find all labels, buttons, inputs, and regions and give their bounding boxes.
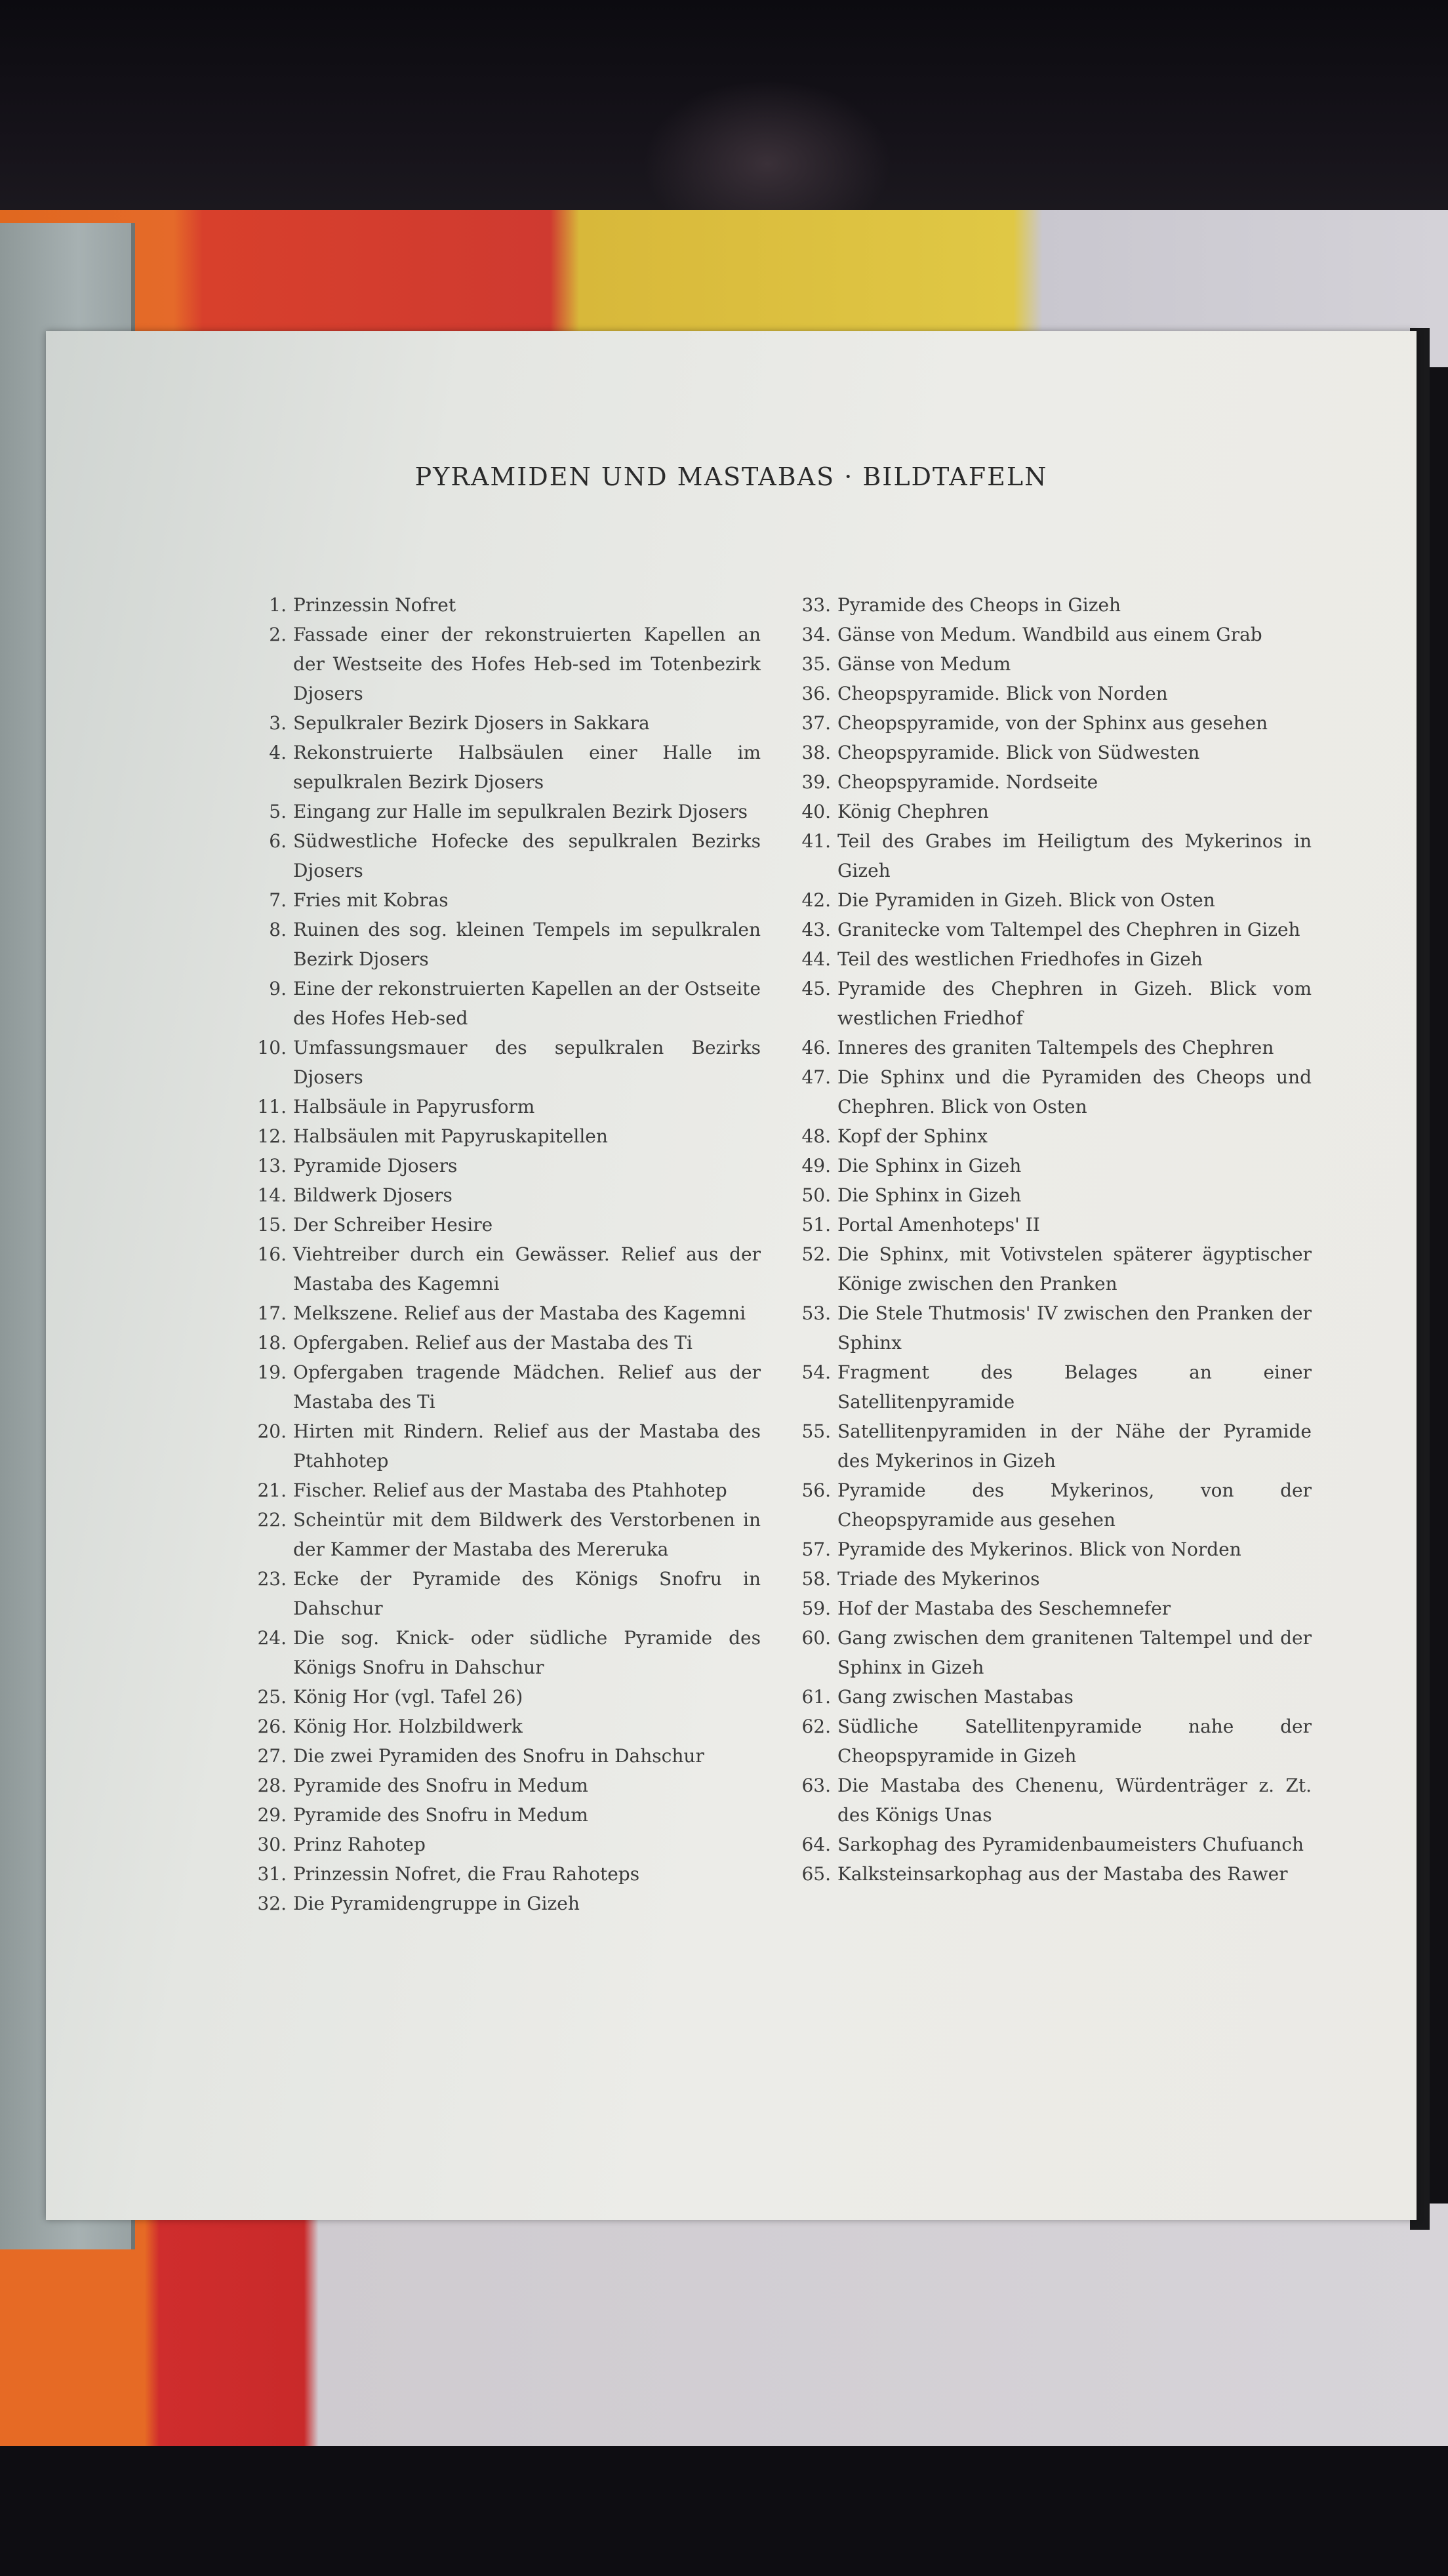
- plate-number: 53.: [801, 1302, 831, 1324]
- plate-number: 50.: [801, 1184, 831, 1206]
- plates-list-left: [223, 590, 761, 1918]
- plate-entry: [767, 915, 1312, 944]
- plate-entry: [767, 797, 1312, 826]
- plate-caption: Die Mastaba des Chenenu, Würdenträger z. Zt. des Königs Unas: [837, 1775, 1312, 1826]
- plate-caption: König Hor. Holzbildwerk: [293, 1716, 523, 1737]
- plate-entry: [767, 1830, 1312, 1859]
- plate-number: 26.: [257, 1716, 287, 1737]
- plate-entry: [223, 1239, 761, 1298]
- plate-number: 18.: [257, 1332, 287, 1354]
- plate-caption: Gang zwischen Mastabas: [837, 1686, 1074, 1708]
- dark-floor: [0, 2446, 1448, 2576]
- plate-number: 5.: [269, 801, 287, 822]
- plate-entry: [223, 915, 761, 974]
- plate-entry: [223, 797, 761, 826]
- plate-caption: Die zwei Pyramiden des Snofru in Dahschur: [293, 1745, 704, 1767]
- plate-number: 29.: [257, 1804, 287, 1826]
- plate-caption: Pyramide Djosers: [293, 1155, 458, 1177]
- plate-entry: [223, 1033, 761, 1092]
- plate-number: 12.: [257, 1125, 287, 1147]
- plate-caption: Sarkophag des Pyramidenbaumeisters Chufuanch: [837, 1834, 1304, 1855]
- plate-number: 21.: [257, 1479, 287, 1501]
- plate-caption: Opfergaben tragende Mädchen. Relief aus der Mastaba des Ti: [293, 1361, 761, 1413]
- plate-number: 15.: [257, 1214, 287, 1236]
- plate-caption: Cheopspyramide. Blick von Norden: [837, 683, 1168, 704]
- plate-caption: Die Sphinx und die Pyramiden des Cheops und Chephren. Blick von Osten: [837, 1066, 1312, 1117]
- plate-caption: Scheintür mit dem Bildwerk des Verstorbenen in der Kammer der Mastaba des Mereruka: [293, 1509, 761, 1560]
- plate-entry: [767, 885, 1312, 915]
- plate-caption: Melkszene. Relief aus der Mastaba des Kagemni: [293, 1302, 746, 1324]
- plate-number: 64.: [801, 1834, 831, 1855]
- plate-entry: [223, 1121, 761, 1151]
- plate-caption: Prinz Rahotep: [293, 1834, 426, 1855]
- plate-number: 1.: [269, 594, 287, 616]
- plate-entry: [223, 1564, 761, 1623]
- plate-entry: [223, 1771, 761, 1800]
- plate-caption: Cheopspyramide, von der Sphinx aus gesehen: [837, 712, 1268, 734]
- plate-number: 62.: [801, 1716, 831, 1737]
- plate-number: 37.: [801, 712, 831, 734]
- plate-entry: [223, 590, 761, 620]
- striped-cloth-bottom: [0, 2204, 1448, 2453]
- plate-entry: [767, 708, 1312, 738]
- plate-entry: [767, 1771, 1312, 1830]
- plate-caption: Halbsäulen mit Papyruskapitellen: [293, 1125, 608, 1147]
- plate-entry: [767, 1417, 1312, 1476]
- plate-number: 33.: [801, 594, 831, 616]
- plate-caption: Die Stele Thutmosis' IV zwischen den Pranken der Sphinx: [837, 1302, 1312, 1354]
- plate-entry: [223, 708, 761, 738]
- plate-entry: [767, 1476, 1312, 1535]
- plate-entry: [767, 1033, 1312, 1062]
- plate-caption: Viehtreiber durch ein Gewässer. Relief aus der Mastaba des Kagemni: [293, 1243, 761, 1295]
- plate-caption: Die Pyramiden in Gizeh. Blick von Osten: [837, 889, 1215, 911]
- plate-entry: [767, 620, 1312, 649]
- plate-caption: Halbsäule in Papyrusform: [293, 1096, 535, 1117]
- plate-number: 38.: [801, 742, 831, 763]
- plate-entry: [767, 1594, 1312, 1623]
- plate-caption: Gänse von Medum. Wandbild aus einem Grab: [837, 624, 1262, 645]
- plate-entry: [223, 1505, 761, 1564]
- plate-number: 45.: [801, 978, 831, 999]
- plate-number: 2.: [269, 624, 287, 645]
- plate-number: 55.: [801, 1420, 831, 1442]
- plate-entry: [767, 1682, 1312, 1712]
- plate-caption: Ecke der Pyramide des Königs Snofru in Dahschur: [293, 1568, 761, 1619]
- plate-caption: Die sog. Knick- oder südliche Pyramide des Königs Snofru in Dahschur: [293, 1627, 761, 1678]
- plate-entry: [223, 1741, 761, 1771]
- plate-number: 57.: [801, 1539, 831, 1560]
- plate-caption: Pyramide des Snofru in Medum: [293, 1775, 588, 1796]
- plate-entry: [223, 1210, 761, 1239]
- plate-number: 60.: [801, 1627, 831, 1649]
- plate-number: 9.: [269, 978, 287, 999]
- plate-caption: Rekonstruierte Halbsäulen einer Halle im sepulkralen Bezirk Djosers: [293, 742, 761, 793]
- plate-caption: Satellitenpyramiden in der Nähe der Pyramide des Mykerinos in Gizeh: [837, 1420, 1312, 1472]
- plate-caption: Pyramide des Mykerinos. Blick von Norden: [837, 1539, 1241, 1560]
- plate-entry: [767, 1535, 1312, 1564]
- plate-entry: [767, 1062, 1312, 1121]
- plate-caption: Südliche Satellitenpyramide nahe der Cheopspyramide in Gizeh: [837, 1716, 1312, 1767]
- plate-caption: Cheopspyramide. Nordseite: [837, 771, 1098, 793]
- plate-caption: König Chephren: [837, 801, 989, 822]
- plate-caption: Bildwerk Djosers: [293, 1184, 452, 1206]
- plate-entry: [223, 1328, 761, 1358]
- plate-caption: Pyramide des Chephren in Gizeh. Blick vom westlichen Friedhof: [837, 978, 1312, 1029]
- plate-entry: [767, 1358, 1312, 1417]
- plate-caption: Der Schreiber Hesire: [293, 1214, 493, 1236]
- plate-caption: Opfergaben. Relief aus der Mastaba des Ti: [293, 1332, 693, 1354]
- plate-number: 16.: [257, 1243, 287, 1265]
- plate-entry: [767, 1623, 1312, 1682]
- plate-number: 22.: [257, 1509, 287, 1531]
- plate-number: 58.: [801, 1568, 831, 1590]
- plate-entry: [767, 590, 1312, 620]
- plate-number: 30.: [257, 1834, 287, 1855]
- plate-entry: [767, 1859, 1312, 1889]
- plate-number: 44.: [801, 948, 831, 970]
- plate-number: 28.: [257, 1775, 287, 1796]
- plate-entry: [223, 974, 761, 1033]
- plate-number: 39.: [801, 771, 831, 793]
- plate-caption: Die Sphinx in Gizeh: [837, 1184, 1022, 1206]
- plate-number: 51.: [801, 1214, 831, 1236]
- plate-entry: [223, 1417, 761, 1476]
- plate-caption: König Hor (vgl. Tafel 26): [293, 1686, 523, 1708]
- plate-entry: [223, 826, 761, 885]
- plate-number: 42.: [801, 889, 831, 911]
- plate-number: 14.: [257, 1184, 287, 1206]
- plate-caption: Prinzessin Nofret, die Frau Rahoteps: [293, 1863, 640, 1885]
- plate-number: 8.: [269, 919, 287, 940]
- plate-number: 23.: [257, 1568, 287, 1590]
- plate-entry: [223, 738, 761, 797]
- plate-number: 46.: [801, 1037, 831, 1058]
- plate-caption: Die Pyramidengruppe in Gizeh: [293, 1893, 580, 1914]
- plate-number: 54.: [801, 1361, 831, 1383]
- plate-entry: [223, 1623, 761, 1682]
- plate-caption: Südwestliche Hofecke des sepulkralen Bezirks Djosers: [293, 830, 761, 881]
- plate-number: 65.: [801, 1863, 831, 1885]
- plate-caption: Pyramide des Snofru in Medum: [293, 1804, 588, 1826]
- plate-caption: Kopf der Sphinx: [837, 1125, 988, 1147]
- plate-number: 20.: [257, 1420, 287, 1442]
- plate-number: 19.: [257, 1361, 287, 1383]
- plate-entry: [767, 1298, 1312, 1358]
- plates-list-right: [767, 590, 1312, 1889]
- plate-entry: [223, 1889, 761, 1918]
- plate-caption: Fragment des Belages an einer Satellitenpyramide: [837, 1361, 1312, 1413]
- plate-number: 52.: [801, 1243, 831, 1265]
- plate-number: 36.: [801, 683, 831, 704]
- plate-number: 17.: [257, 1302, 287, 1324]
- plate-entry: [767, 1564, 1312, 1594]
- plate-number: 35.: [801, 653, 831, 675]
- plate-entry: [767, 1712, 1312, 1771]
- plate-entry: [767, 679, 1312, 708]
- plate-entry: [223, 1830, 761, 1859]
- plate-entry: [223, 1476, 761, 1505]
- plate-caption: Die Sphinx in Gizeh: [837, 1155, 1022, 1177]
- plate-number: 48.: [801, 1125, 831, 1147]
- plate-caption: Fassade einer der rekonstruierten Kapellen an der Westseite des Hofes Heb-sed im Totenbezirk Djosers: [293, 624, 761, 704]
- plate-entry: [767, 1121, 1312, 1151]
- plate-caption: Die Sphinx, mit Votivstelen späterer ägyptischer Könige zwischen den Pranken: [837, 1243, 1312, 1295]
- plate-caption: Hof der Mastaba des Seschemnefer: [837, 1598, 1171, 1619]
- book-page: [46, 331, 1417, 2220]
- plate-number: 4.: [269, 742, 287, 763]
- plate-number: 10.: [257, 1037, 287, 1058]
- plate-caption: Gänse von Medum: [837, 653, 1011, 675]
- plate-entry: [767, 944, 1312, 974]
- plate-caption: Prinzessin Nofret: [293, 594, 456, 616]
- plate-number: 59.: [801, 1598, 831, 1619]
- plate-entry: [223, 885, 761, 915]
- plate-number: 6.: [269, 830, 287, 852]
- plate-number: 34.: [801, 624, 831, 645]
- plate-number: 11.: [257, 1096, 287, 1117]
- plate-caption: Inneres des graniten Taltempels des Chephren: [837, 1037, 1274, 1058]
- plate-entry: [767, 826, 1312, 885]
- plate-caption: Hirten mit Rindern. Relief aus der Mastaba des Ptahhotep: [293, 1420, 761, 1472]
- plate-entry: [767, 1210, 1312, 1239]
- plate-number: 56.: [801, 1479, 831, 1501]
- plate-caption: Kalksteinsarkophag aus der Mastaba des Rawer: [837, 1863, 1288, 1885]
- plate-entry: [767, 1180, 1312, 1210]
- plate-number: 3.: [269, 712, 287, 734]
- plate-number: 43.: [801, 919, 831, 940]
- plate-entry: [767, 1239, 1312, 1298]
- plate-caption: Eingang zur Halle im sepulkralen Bezirk Djosers: [293, 801, 748, 822]
- plate-caption: Teil des westlichen Friedhofes in Gizeh: [837, 948, 1203, 970]
- plate-caption: Cheopspyramide. Blick von Südwesten: [837, 742, 1200, 763]
- plate-number: 49.: [801, 1155, 831, 1177]
- plate-entry: [767, 767, 1312, 797]
- plate-entry: [223, 1358, 761, 1417]
- plate-number: 27.: [257, 1745, 287, 1767]
- plate-entry: [223, 1859, 761, 1889]
- plate-entry: [223, 1800, 761, 1830]
- plate-caption: Teil des Grabes im Heiligtum des Mykerinos in Gizeh: [837, 830, 1312, 881]
- plate-caption: Granitecke vom Taltempel des Chephren in Gizeh: [837, 919, 1300, 940]
- plate-caption: Fries mit Kobras: [293, 889, 449, 911]
- plate-number: 47.: [801, 1066, 831, 1088]
- plate-entry: [223, 1151, 761, 1180]
- plate-caption: Umfassungsmauer des sepulkralen Bezirks Djosers: [293, 1037, 761, 1088]
- plate-caption: Gang zwischen dem granitenen Taltempel und der Sphinx in Gizeh: [837, 1627, 1312, 1678]
- plate-caption: Triade des Mykerinos: [837, 1568, 1040, 1590]
- plate-entry: [767, 974, 1312, 1033]
- page-title: PYRAMIDEN UND MASTABAS · BILDTAFELN: [414, 462, 1048, 491]
- plate-entry: [767, 738, 1312, 767]
- plate-number: 7.: [269, 889, 287, 911]
- plate-number: 41.: [801, 830, 831, 852]
- plate-entry: [223, 1092, 761, 1121]
- plate-caption: Eine der rekonstruierten Kapellen an der Ostseite des Hofes Heb-sed: [293, 978, 761, 1029]
- plate-caption: Fischer. Relief aus der Mastaba des Ptahhotep: [293, 1479, 727, 1501]
- plate-entry: [223, 1298, 761, 1328]
- plate-number: 24.: [257, 1627, 287, 1649]
- plate-number: 32.: [257, 1893, 287, 1914]
- plate-number: 63.: [801, 1775, 831, 1796]
- plate-entry: [767, 1151, 1312, 1180]
- plate-caption: Sepulkraler Bezirk Djosers in Sakkara: [293, 712, 650, 734]
- plate-number: 61.: [801, 1686, 831, 1708]
- plate-entry: [223, 620, 761, 708]
- plate-number: 13.: [257, 1155, 287, 1177]
- plate-entry: [767, 649, 1312, 679]
- plate-caption: Portal Amenhoteps' II: [837, 1214, 1040, 1236]
- plate-caption: Pyramide des Cheops in Gizeh: [837, 594, 1121, 616]
- plate-caption: Ruinen des sog. kleinen Tempels im sepulkralen Bezirk Djosers: [293, 919, 761, 970]
- plate-entry: [223, 1712, 761, 1741]
- plate-number: 40.: [801, 801, 831, 822]
- plate-entry: [223, 1682, 761, 1712]
- plate-number: 25.: [257, 1686, 287, 1708]
- plate-entry: [223, 1180, 761, 1210]
- plate-number: 31.: [257, 1863, 287, 1885]
- plate-caption: Pyramide des Mykerinos, von der Cheopspyramide aus gesehen: [837, 1479, 1312, 1531]
